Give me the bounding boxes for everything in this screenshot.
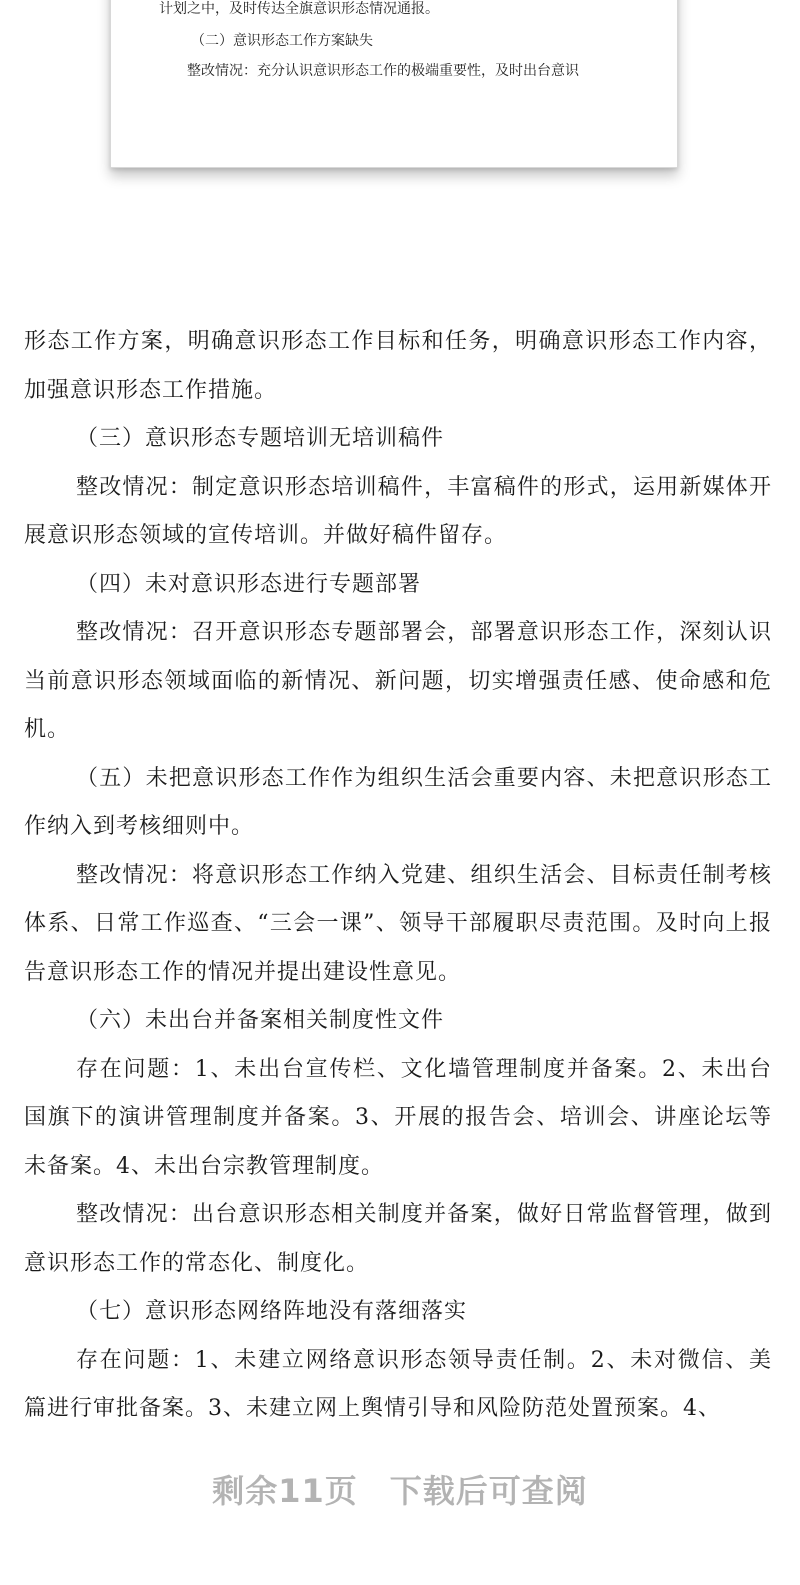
preview-line-2: （二）意识形态工作方案缺失 — [191, 33, 373, 49]
preview-line-1: 计划之中，及时传达全旗意识形态情况通报。 — [159, 1, 439, 17]
paragraph: 整改情况：出台意识形态相关制度并备案，做好日常监督管理，做到意识形态工作的常态化、制度化。 — [24, 1202, 772, 1276]
paragraph: 整改情况：将意识形态工作纳入党建、组织生活会、目标责任制考核体系、日常工作巡查、“三会一课”、领导干部履职尽责范围。及时向上报告意识形态工作的情况并提出建设性意见。 — [24, 862, 772, 985]
remaining-pages-banner[interactable] — [0, 1466, 800, 1512]
document-body — [24, 318, 772, 1434]
section-heading: （三）意识形态专题培训无培训稿件 — [76, 426, 445, 451]
section-heading: （七）意识形态网络阵地没有落细落实 — [76, 1299, 468, 1324]
page-preview-card — [110, 0, 678, 168]
remaining-pages-label: 剩余11页 — [212, 1472, 358, 1510]
download-hint-label: 下载后可查阅 — [389, 1472, 588, 1510]
preview-line-3: 整改情况：充分认识意识形态工作的极端重要性，及时出台意识 — [187, 63, 579, 79]
paragraph: 存在问题：1、未出台宣传栏、文化墙管理制度并备案。2、未出台国旗下的演讲管理制度并备案。3、开展的报告会、培训会、讲座论坛等未备案。4、未出台宗教管理制度。 — [24, 1056, 772, 1179]
paragraph: 形态工作方案，明确意识形态工作目标和任务，明确意识形态工作内容，加强意识形态工作措施。 — [24, 329, 772, 403]
paragraph: 存在问题：1、未建立网络意识形态领导责任制。2、未对微信、美篇进行审批备案。3、未建立网上舆情引导和风险防范处置预案。4、 — [24, 1347, 772, 1421]
section-heading: （五）未把意识形态工作作为组织生活会重要内容、未把意识形态工作纳入到考核细则中。 — [24, 765, 772, 839]
paragraph: 整改情况：制定意识形态培训稿件，丰富稿件的形式，运用新媒体开展意识形态领域的宣传培训。并做好稿件留存。 — [24, 474, 772, 548]
paragraph: 整改情况：召开意识形态专题部署会，部署意识形态工作，深刻认识当前意识形态领域面临的新情况、新问题，切实增强责任感、使命感和危机。 — [24, 620, 772, 742]
section-heading: （四）未对意识形态进行专题部署 — [76, 571, 422, 597]
section-heading: （六）未出台并备案相关制度性文件 — [76, 1008, 445, 1033]
